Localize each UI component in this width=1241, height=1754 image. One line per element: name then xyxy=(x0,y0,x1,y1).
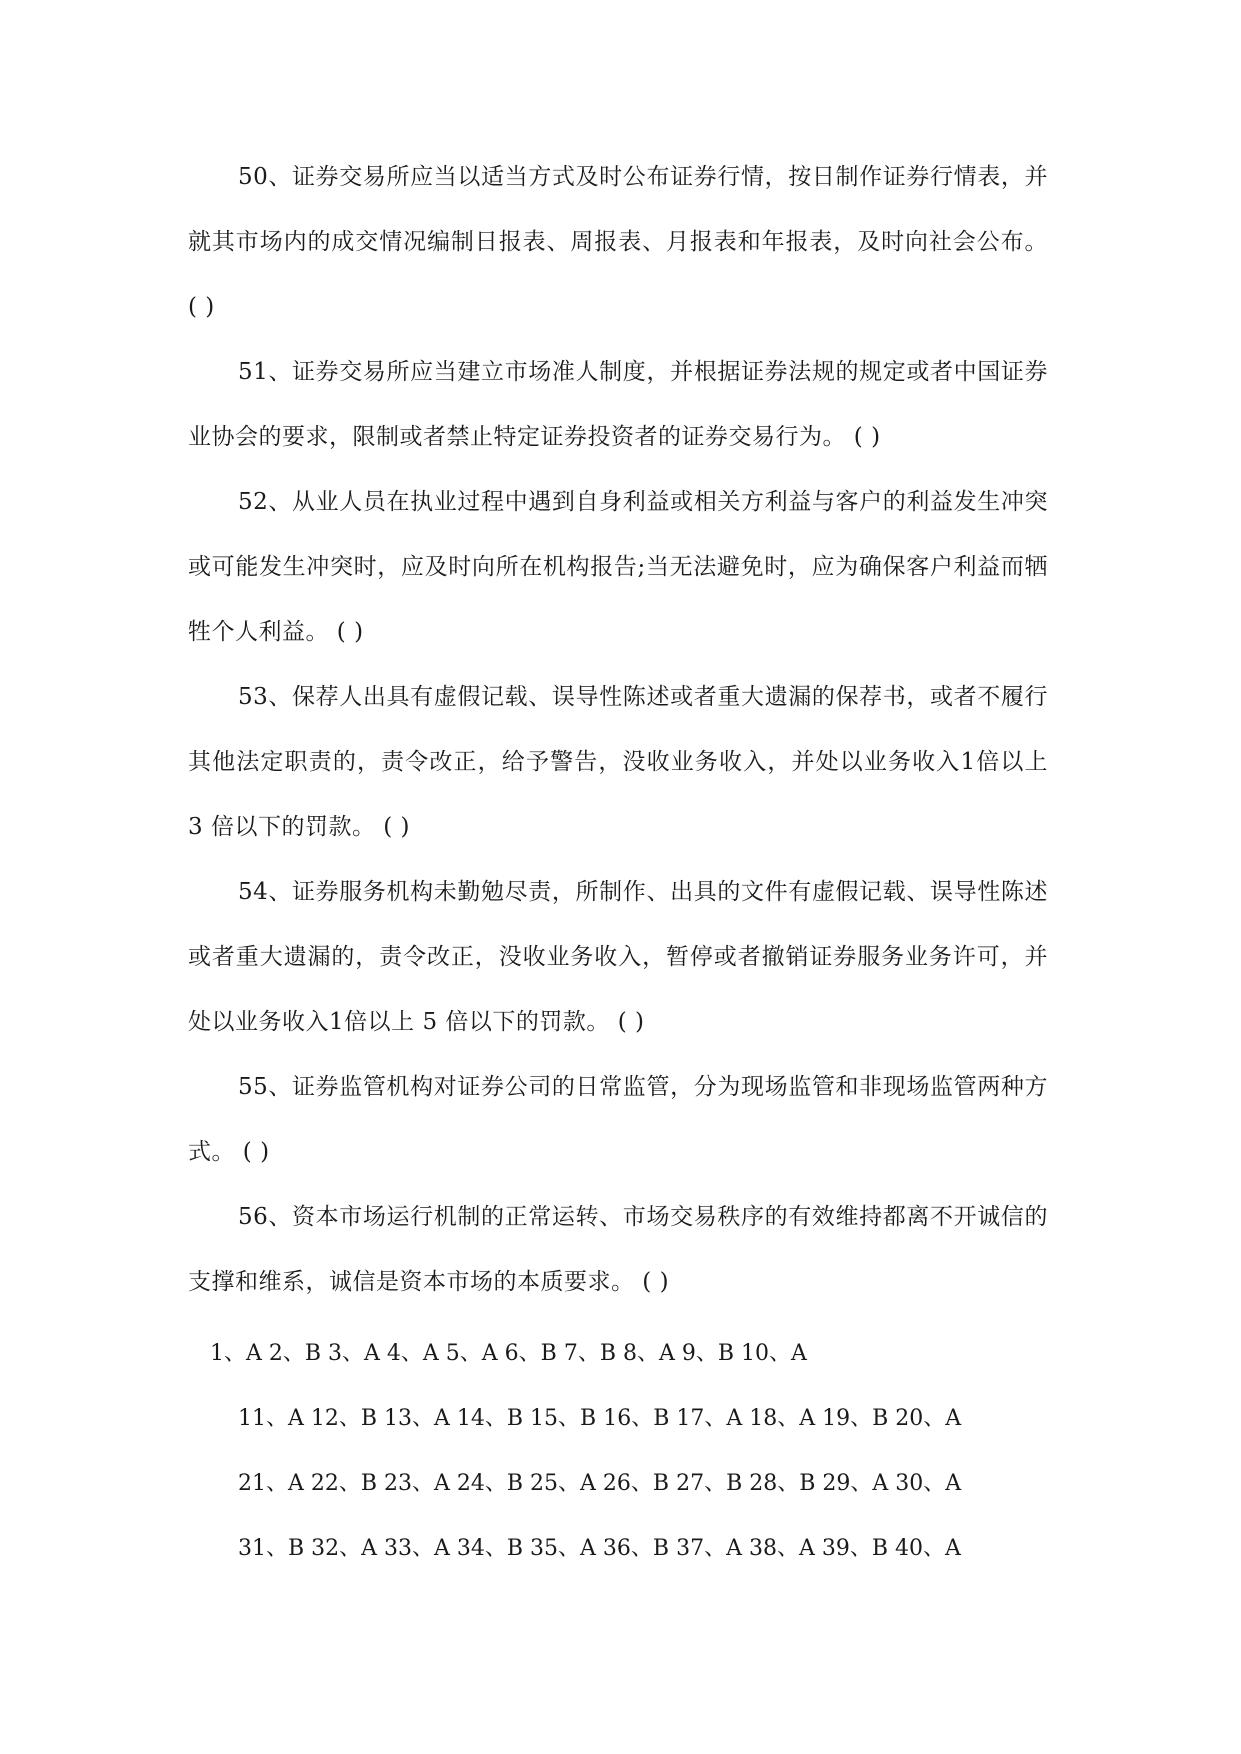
question-50: 50、证券交易所应当以适当方式及时公布证券行情，按日制作证券行情表，并就其市场内的成交情况编制日报表、周报表、月报表和年报表，及时向社会公布。 ( ) xyxy=(188,164,1048,320)
answer-line-11-20: 11、A 12、B 13、A 14、B 15、B 16、B 17、A 18、A 19、B 20、A xyxy=(238,1406,962,1431)
answer-line-21-30: 21、A 22、B 23、A 24、B 25、A 26、B 27、B 28、B 29、A 30、A xyxy=(238,1471,962,1496)
page-content xyxy=(188,145,1048,1581)
question-56: 56、资本市场运行机制的正常运转、市场交易秩序的有效维持都离不开诚信的支撑和维系，诚信是资本市场的本质要求。 ( ) xyxy=(188,1204,1048,1295)
answer-line-31-40: 31、B 32、A 33、A 34、B 35、A 36、B 37、A 38、A 39、B 40、A xyxy=(238,1536,961,1561)
question-52: 52、从业人员在执业过程中遇到自身利益或相关方利益与客户的利益发生冲突或可能发生冲突时，应及时向所在机构报告;当无法避免时，应为确保客户利益而牺牲个人利益。 ( ) xyxy=(188,489,1048,645)
question-54: 54、证券服务机构未勤勉尽责，所制作、出具的文件有虚假记载、误导性陈述或者重大遗漏的，责令改正，没收业务收入，暂停或者撤销证券服务业务许可，并处以业务收入1倍以上 5 倍以下的罚款。 ( ) xyxy=(188,879,1048,1035)
question-51: 51、证券交易所应当建立市场准人制度，并根据证券法规的规定或者中国证券业协会的要求，限制或者禁止特定证券投资者的证券交易行为。 ( ) xyxy=(188,359,1048,450)
answer-key xyxy=(188,1321,1048,1581)
question-55: 55、证券监管机构对证券公司的日常监管，分为现场监管和非现场监管两种方式。 ( ) xyxy=(188,1074,1048,1165)
answer-line-1-10: 1、A 2、B 3、A 4、A 5、A 6、B 7、B 8、A 9、B 10、A xyxy=(210,1341,807,1366)
question-53: 53、保荐人出具有虚假记载、误导性陈述或者重大遗漏的保荐书，或者不履行其他法定职责的，责令改正，给予警告，没收业务收入，并处以业务收入1倍以上 3 倍以下的罚款。 ( ) xyxy=(188,684,1048,840)
